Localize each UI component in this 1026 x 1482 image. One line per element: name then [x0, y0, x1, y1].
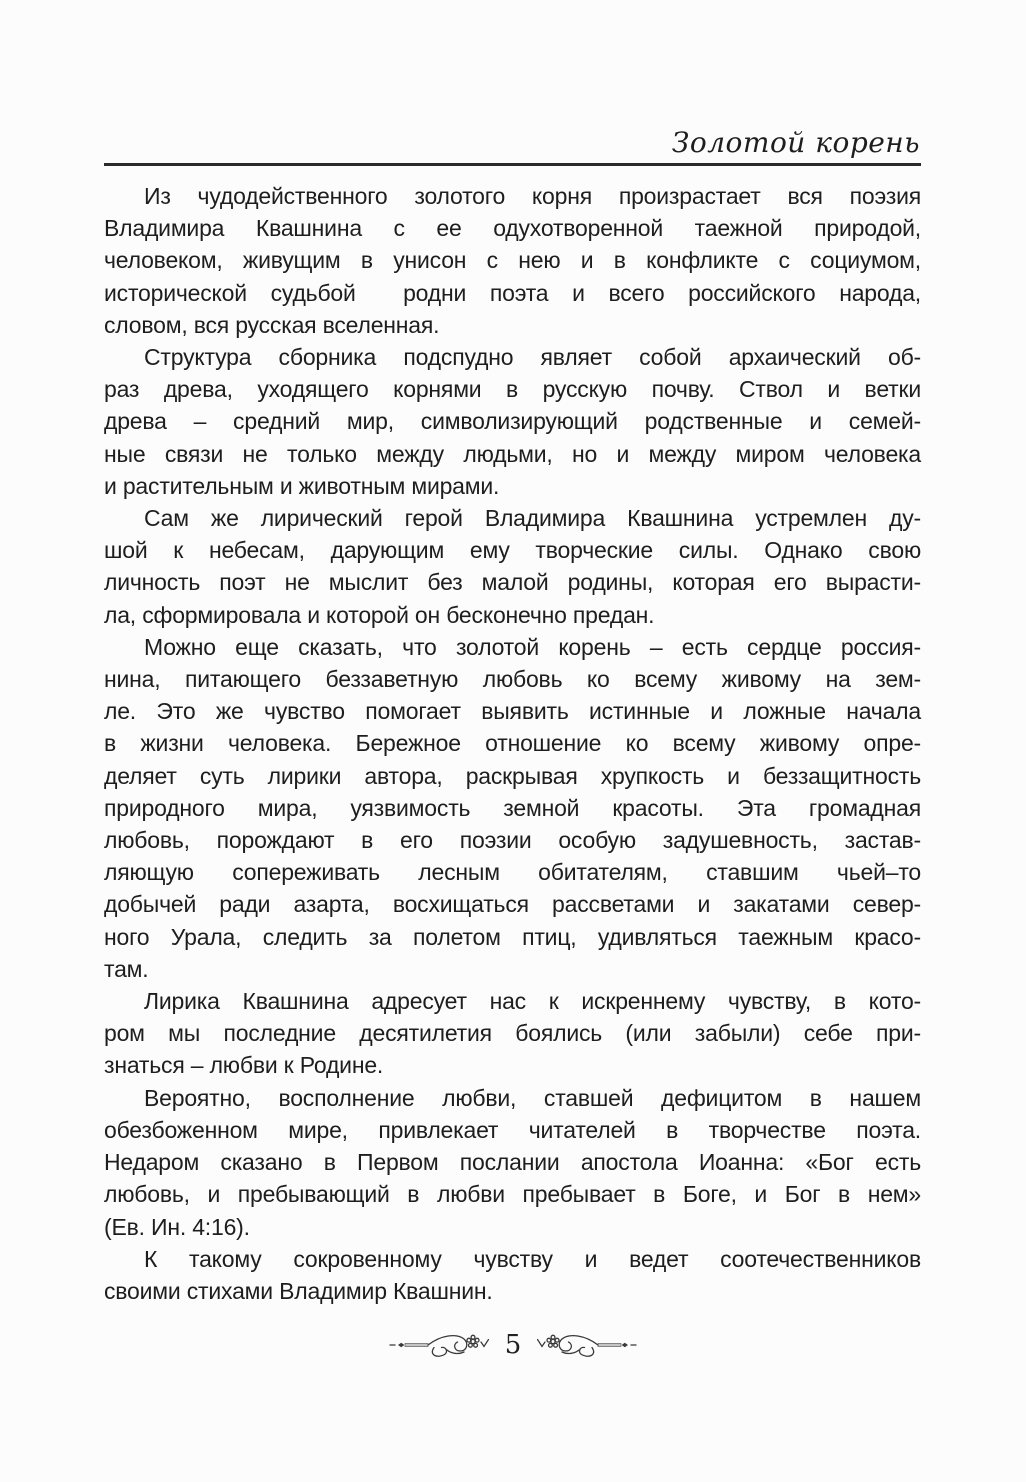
- text-line: ные связи не только между людьми, но и между миром человека: [104, 440, 921, 467]
- text-line: ла, сформировала и которой он бесконечно предан.: [104, 601, 655, 628]
- text-line: человеком, живущим в унисон с нею и в конфликте с социумом,: [104, 247, 921, 274]
- paragraph: [104, 341, 921, 502]
- text-line: своими стихами Владимир Квашнин.: [104, 1277, 493, 1304]
- text-line: нина, питающего беззаветную любовь ко всему живому на зем-: [104, 666, 921, 693]
- text-line: деляет суть лирики автора, раскрывая хрупкость и беззащитность: [104, 762, 921, 789]
- floral-flourish-left-icon: [389, 1331, 489, 1359]
- text-line: исторической судьбой родни поэта и всего российского народа,: [104, 279, 921, 306]
- text-line: словом, вся русская вселенная.: [104, 311, 440, 338]
- text-line: личность поэт не мыслит без малой родины, которая его вырасти-: [104, 569, 921, 596]
- text-line: добычей ради азарта, восхищаться рассветами и закатами север-: [104, 891, 921, 918]
- floral-flourish-right-icon: [537, 1331, 637, 1359]
- text-line: Вероятно, восполнение любви, ставшей дефицитом в нашем: [144, 1084, 921, 1111]
- text-line: любовь, и пребывающий в любви пребывает в Боге, и Бог в нем»: [104, 1181, 921, 1208]
- text-line: Структура сборника подспудно являет собой архаический об-: [144, 344, 921, 371]
- text-line: Владимира Квашнина с ее одухотворенной таежной природой,: [104, 215, 921, 242]
- text-line: Из чудодейственного золотого корня произрастает вся поэзия: [144, 183, 921, 209]
- paragraph: [104, 1082, 921, 1243]
- paragraph: [104, 985, 921, 1082]
- page-footer: [0, 1330, 1026, 1360]
- text-line: Недаром сказано в Первом послании апостола Иоанна: «Бог есть: [104, 1149, 921, 1176]
- paragraph: [104, 631, 921, 985]
- text-line: знаться – любви к Родине.: [104, 1052, 384, 1079]
- page-number: 5: [504, 1330, 522, 1360]
- text-line: К такому сокровенному чувству и ведет соотечественников: [144, 1245, 921, 1272]
- text-line: Можно еще сказать, что золотой корень – есть сердце россия-: [144, 633, 921, 660]
- text-line: природного мира, уязвимость земной красоты. Эта громадная: [104, 794, 921, 821]
- text-line: ле. Это же чувство помогает выявить истинные и ложные начала: [104, 698, 921, 725]
- text-line: ляющую сопереживать лесным обитателям, ставшим чьей–то: [104, 859, 921, 886]
- text-line: и растительным и животным мирами.: [104, 472, 500, 499]
- text-line: ром мы последние десятилетия боялись (или забыли) себе при-: [104, 1020, 921, 1047]
- page-body: [104, 180, 921, 1307]
- text-line: в жизни человека. Бережное отношение ко всему живому опре-: [104, 730, 921, 757]
- running-head-title: Золотой корень: [671, 126, 920, 159]
- text-line: обезбоженном мире, привлекает читателей в творчестве поэта.: [104, 1116, 921, 1143]
- text-line: Лирика Квашнина адресует нас к искреннему чувству, в кото-: [144, 988, 921, 1015]
- paragraph: [104, 1243, 921, 1307]
- paragraph: [104, 502, 921, 631]
- text-line: (Ев. Ин. 4:16).: [104, 1213, 250, 1240]
- text-line: ного Урала, следить за полетом птиц, удивляться таежным красо-: [104, 923, 921, 950]
- text-line: Сам же лирический герой Владимира Квашнина устремлен ду-: [144, 505, 921, 532]
- text-line: любовь, порождают в его поэзии особую задушевность, застав-: [104, 827, 921, 854]
- header-rule: [104, 163, 921, 166]
- text-line: древа – средний мир, символизирующий родственные и семей-: [104, 408, 921, 435]
- paragraph: [104, 180, 921, 341]
- text-line: раз древа, уходящего корнями в русскую почву. Ствол и ветки: [104, 376, 921, 403]
- text-line: там.: [104, 955, 149, 982]
- text-line: шой к небесам, дарующим ему творческие силы. Однако свою: [104, 537, 921, 564]
